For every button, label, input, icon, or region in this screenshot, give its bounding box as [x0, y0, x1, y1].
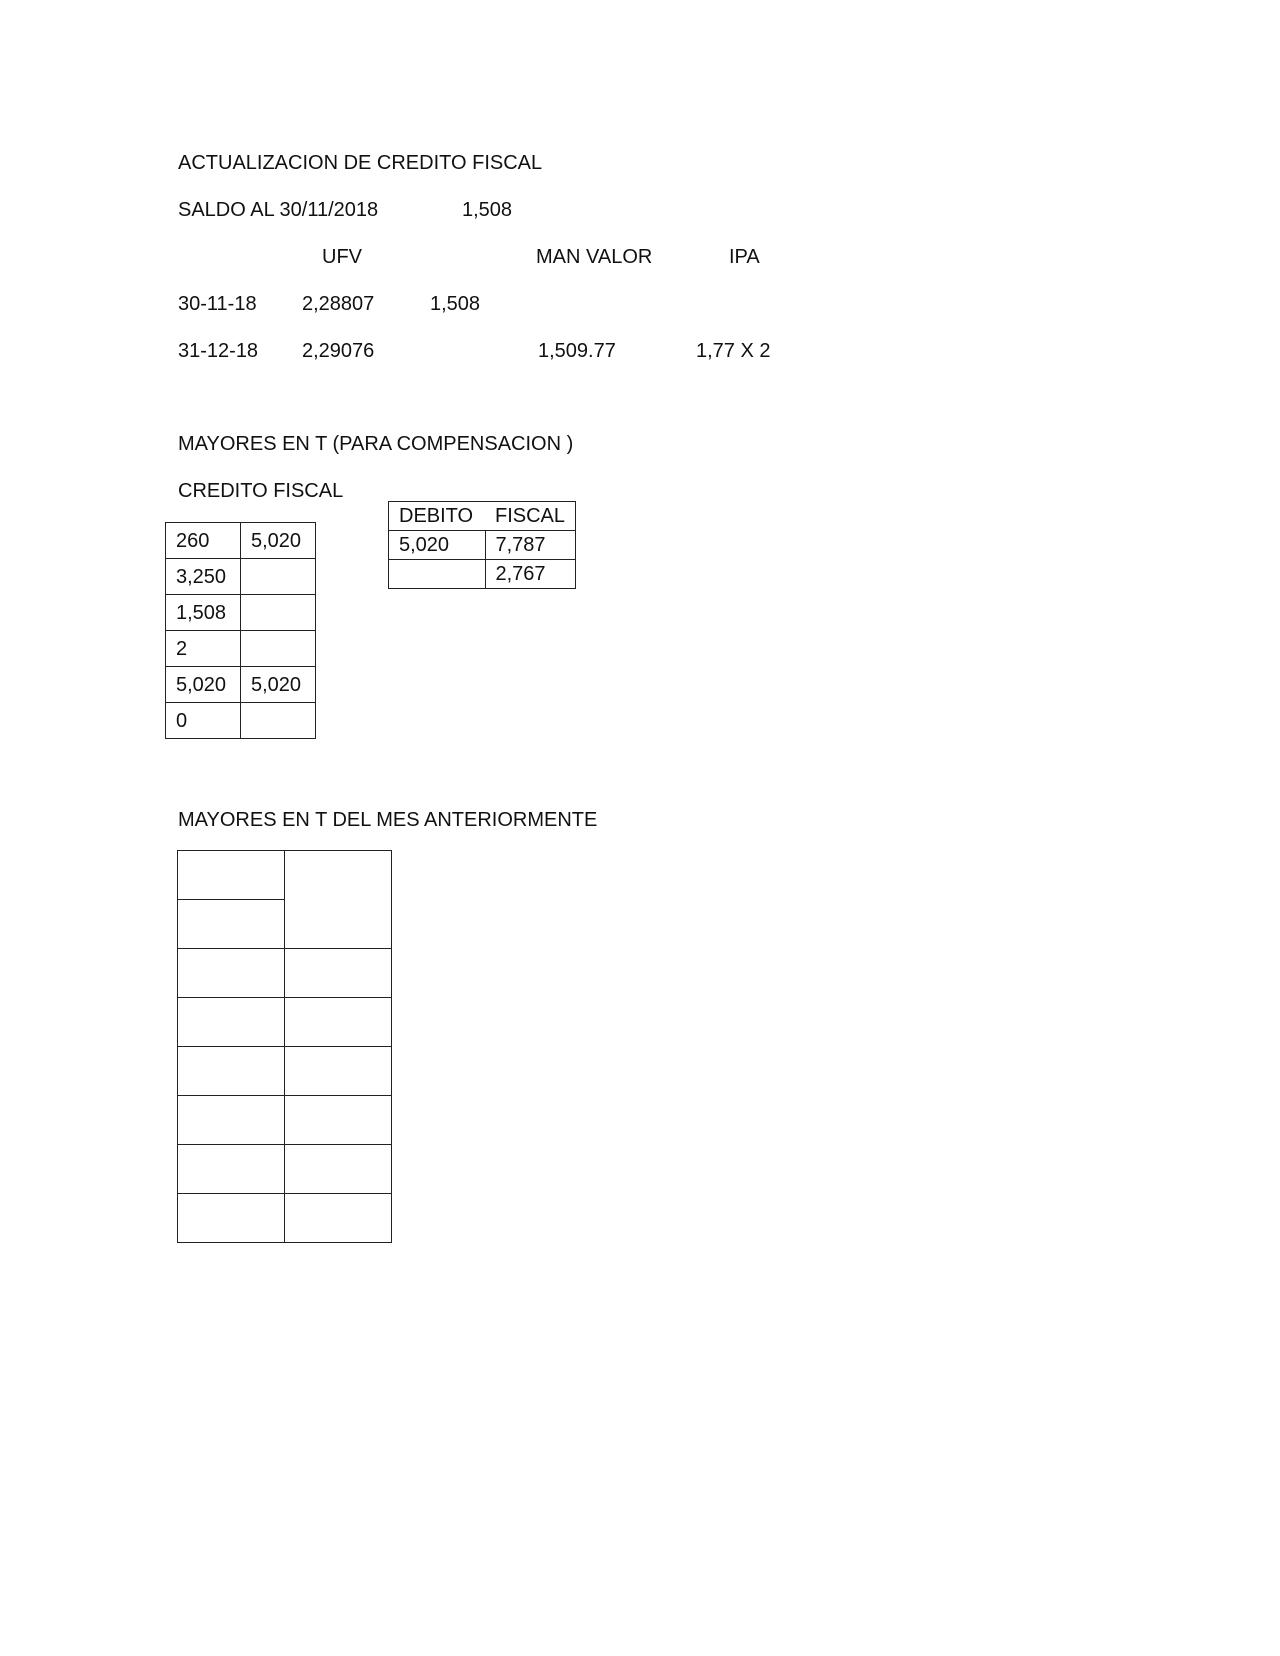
- row-amount: 1,508: [430, 293, 481, 315]
- page-title: ACTUALIZACION DE CREDITO FISCAL: [178, 152, 543, 174]
- table-row: [166, 703, 316, 739]
- table-cell: [241, 559, 316, 595]
- table-row: [178, 949, 392, 998]
- table-cell: 5,020: [166, 667, 241, 703]
- table-row: [166, 559, 316, 595]
- header-man-valor: MAN VALOR: [536, 246, 653, 268]
- mayores-anterior-table: [177, 850, 392, 1243]
- section-title-mayores: MAYORES EN T (PARA COMPENSACION ): [178, 433, 574, 455]
- table-cell: [178, 1047, 285, 1096]
- table-cell: 3,250: [166, 559, 241, 595]
- row-date: 31-12-18: [178, 340, 259, 362]
- table-cell: [285, 1145, 392, 1194]
- table-header-debito: DEBITO: [389, 502, 486, 531]
- header-ipa: IPA: [729, 246, 760, 268]
- table-row: [166, 667, 316, 703]
- table-cell: [285, 1096, 392, 1145]
- table-row: [178, 851, 392, 900]
- table-row: [389, 531, 576, 560]
- table-cell: [241, 631, 316, 667]
- table-cell: 260: [166, 523, 241, 559]
- table-cell: 5,020: [241, 667, 316, 703]
- table-cell: 5,020: [389, 531, 486, 560]
- table-cell: 7,787: [485, 531, 576, 560]
- table-cell: [285, 949, 392, 998]
- row-ipa: 1,77 X 2: [696, 340, 771, 362]
- table-header-row: [389, 502, 576, 531]
- table-cell: [178, 998, 285, 1047]
- saldo-value: 1,508: [462, 199, 513, 221]
- table-cell: 0: [166, 703, 241, 739]
- table-row: [166, 595, 316, 631]
- table-row: [178, 1145, 392, 1194]
- table-row: [389, 560, 576, 589]
- row-ufv: 2,28807: [302, 293, 375, 315]
- table-row: [178, 1194, 392, 1243]
- table-cell: 2: [166, 631, 241, 667]
- table-cell: [285, 998, 392, 1047]
- table-cell: [241, 595, 316, 631]
- table-cell: 1,508: [166, 595, 241, 631]
- table-cell: [178, 1096, 285, 1145]
- table-row: [178, 1096, 392, 1145]
- row-ufv: 2,29076: [302, 340, 375, 362]
- section-title-anterior: MAYORES EN T DEL MES ANTERIORMENTE: [178, 809, 598, 831]
- table-cell: [389, 560, 486, 589]
- table-cell: [178, 1194, 285, 1243]
- table-cell: [285, 1194, 392, 1243]
- saldo-label: SALDO AL 30/11/2018: [178, 199, 379, 221]
- table-row: [166, 523, 316, 559]
- table-cell: [285, 851, 392, 949]
- credito-fiscal-table: [165, 522, 316, 739]
- row-man-valor: 1,509.77: [538, 340, 616, 362]
- table-cell: [178, 1145, 285, 1194]
- table-cell: [285, 1047, 392, 1096]
- table-row: [178, 998, 392, 1047]
- credito-fiscal-label: CREDITO FISCAL: [178, 480, 344, 502]
- table-cell: 5,020: [241, 523, 316, 559]
- debito-fiscal-table: [388, 501, 576, 589]
- table-cell: [178, 851, 285, 900]
- header-ufv: UFV: [322, 246, 362, 268]
- row-date: 30-11-18: [178, 293, 257, 315]
- table-cell: [178, 900, 285, 949]
- table-row: [166, 631, 316, 667]
- table-header-fiscal: FISCAL: [485, 502, 576, 531]
- table-row: [178, 1047, 392, 1096]
- table-cell: [241, 703, 316, 739]
- table-cell: 2,767: [485, 560, 576, 589]
- table-cell: [178, 949, 285, 998]
